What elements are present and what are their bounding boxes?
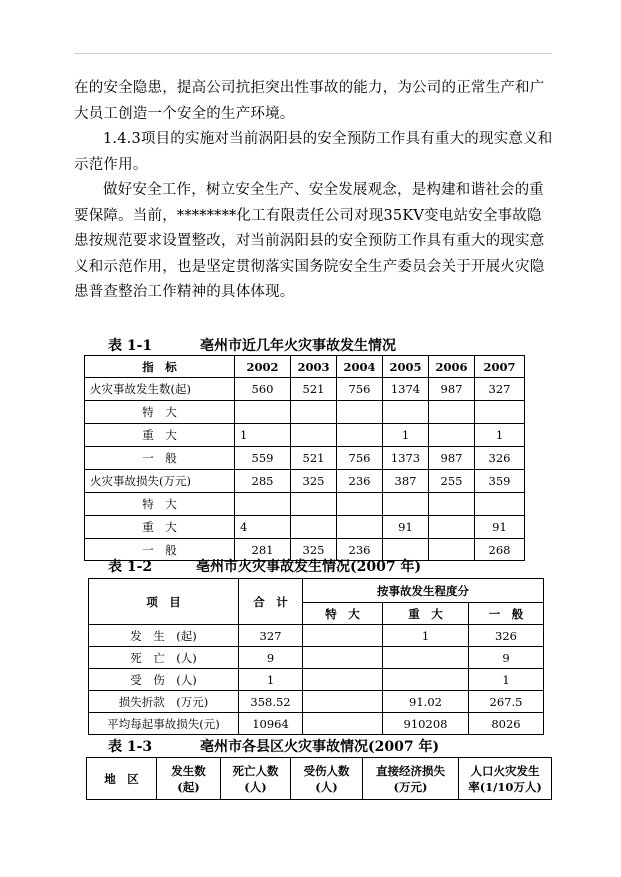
cell: 521 [291, 447, 337, 470]
row-label: 特 大 [85, 401, 235, 424]
row-label: 一 般 [85, 447, 235, 470]
table1-header-cell: 2006 [429, 356, 475, 378]
table3 [86, 757, 552, 800]
table-row [89, 713, 544, 735]
table3-header-row [87, 758, 552, 800]
cell: 387 [383, 470, 429, 493]
cell: 1 [383, 424, 429, 447]
table-row [85, 401, 525, 424]
cell [429, 424, 475, 447]
cell: 1 [383, 625, 469, 647]
table-row [89, 625, 544, 647]
cell: 756 [337, 378, 383, 401]
cell: 358.52 [239, 691, 303, 713]
cell: 4 [235, 516, 291, 539]
table1-header-row [85, 356, 525, 378]
cell: 1 [239, 669, 303, 691]
header-line-1: 受伤人数 [303, 763, 350, 778]
cell [291, 424, 337, 447]
cell: 1 [235, 424, 291, 447]
row-label: 火灾事故发生数(起) [85, 378, 235, 401]
row-label: 一 般 [85, 539, 235, 561]
cell: 91 [383, 516, 429, 539]
cell: 268 [475, 539, 525, 561]
row-label: 重 大 [85, 516, 235, 539]
table-row [89, 647, 544, 669]
cell [429, 401, 475, 424]
cell: 987 [429, 378, 475, 401]
header-line-2: (万元) [393, 779, 428, 794]
table-row [89, 691, 544, 713]
cell: 281 [235, 539, 291, 561]
cell [303, 669, 383, 691]
table1 [84, 355, 525, 561]
table2-caption [108, 556, 422, 576]
table1-caption [108, 335, 396, 355]
table2-subheader-cell: 特 大 [303, 603, 383, 625]
table-row [85, 378, 525, 401]
cell [291, 401, 337, 424]
header-line-2: (人) [315, 779, 338, 794]
table1-header-cell: 指 标 [85, 356, 235, 378]
row-label: 火灾事故损失(万元) [85, 470, 235, 493]
row-label: 特 大 [85, 493, 235, 516]
table1-header-cell: 2005 [383, 356, 429, 378]
cell [475, 493, 525, 516]
paragraph-1: 在的安全隐患，提高公司抗拒突出性事故的能力，为公司的正常生产和广大员工创造一个安全的生产环境。 [74, 80, 545, 122]
cell: 267.5 [469, 691, 544, 713]
cell: 8026 [469, 713, 544, 735]
cell: 9 [469, 647, 544, 669]
cell [383, 647, 469, 669]
header-line-1: 发生数 [171, 763, 206, 778]
table2 [88, 578, 544, 735]
cell: 560 [235, 378, 291, 401]
cell: 359 [475, 470, 525, 493]
row-label: 重 大 [85, 424, 235, 447]
cell: 236 [337, 470, 383, 493]
table3-caption-title: 亳州市各县区火灾事故情况(2007 年) [200, 739, 440, 755]
cell [337, 493, 383, 516]
cell [337, 401, 383, 424]
cell: 325 [291, 539, 337, 561]
table1-header-cell: 2003 [291, 356, 337, 378]
table1-header-cell: 2004 [337, 356, 383, 378]
cell [383, 493, 429, 516]
cell: 559 [235, 447, 291, 470]
cell: 910208 [383, 713, 469, 735]
cell [337, 424, 383, 447]
cell: 326 [475, 447, 525, 470]
cell [429, 539, 475, 561]
cell: 325 [291, 470, 337, 493]
cell: 9 [239, 647, 303, 669]
table2-subheader-cell: 一 般 [469, 603, 544, 625]
cell [383, 401, 429, 424]
table2-header-row [89, 579, 544, 603]
table3-header-cell [221, 758, 291, 800]
cell [291, 493, 337, 516]
table2-header-group: 按事故发生程度分 [303, 579, 544, 603]
row-label: 发 生 (起) [89, 625, 239, 647]
table3-header-cell [291, 758, 363, 800]
header-line-2: (起) [177, 779, 200, 794]
cell: 1 [475, 424, 525, 447]
cell [429, 493, 475, 516]
row-label: 损失折款 (万元) [89, 691, 239, 713]
cell [303, 625, 383, 647]
header-line-2: 率(1/10万人) [468, 779, 542, 794]
table1-header-cell: 2002 [235, 356, 291, 378]
header-line-1: 死亡人数 [232, 763, 279, 778]
cell [235, 401, 291, 424]
table2-header-item: 项 目 [89, 579, 239, 625]
cell: 10964 [239, 713, 303, 735]
table2-caption-title: 亳州市火灾事故发生情况(2007 年) [196, 559, 422, 575]
cell: 1 [469, 669, 544, 691]
cell [235, 493, 291, 516]
cell: 1373 [383, 447, 429, 470]
table-row [85, 516, 525, 539]
table1-caption-title: 亳州市近几年火灾事故发生情况 [200, 338, 396, 354]
header-line-1: 地 区 [104, 771, 139, 786]
cell: 327 [475, 378, 525, 401]
cell: 91.02 [383, 691, 469, 713]
header-line-2: (人) [244, 779, 267, 794]
table2-header-total: 合 计 [239, 579, 303, 625]
table2-caption-number: 表 1-2 [108, 559, 153, 575]
cell: 326 [469, 625, 544, 647]
table2-subheader-cell: 重 大 [383, 603, 469, 625]
cell: 255 [429, 470, 475, 493]
cell [429, 516, 475, 539]
cell [383, 669, 469, 691]
cell: 987 [429, 447, 475, 470]
header-line-1: 直接经济损失 [376, 763, 445, 778]
cell [303, 691, 383, 713]
header-line-1: 人口火灾发生 [470, 763, 540, 778]
header-rule [74, 53, 552, 54]
cell [291, 516, 337, 539]
cell [303, 713, 383, 735]
cell: 756 [337, 447, 383, 470]
body-text [74, 76, 554, 306]
cell: 521 [291, 378, 337, 401]
table3-header-cell [363, 758, 459, 800]
cell: 1374 [383, 378, 429, 401]
cell: 91 [475, 516, 525, 539]
row-label: 受 伤 (人) [89, 669, 239, 691]
table1-caption-number: 表 1-1 [108, 338, 153, 354]
cell [303, 647, 383, 669]
row-label: 平均每起事故损失(元) [89, 713, 239, 735]
table3-header-cell [157, 758, 221, 800]
table-row [89, 669, 544, 691]
cell: 285 [235, 470, 291, 493]
paragraph-3: 做好安全工作，树立安全生产、安全发展观念，是构建和谐社会的重要保障。当前，********化工有限责任公司对现35KV变电站安全事故隐患按规范要求设置整改，对当前涡阳县的安全预防工作具有重大的现实意义和示范作用，也是坚定贯彻落实国务院安全生产委员会关于开展火灾隐患普查整治工作精神的具体体现。 [74, 182, 545, 300]
cell [337, 516, 383, 539]
cell: 236 [337, 539, 383, 561]
table3-caption-number: 表 1-3 [108, 739, 153, 755]
table-row [85, 447, 525, 470]
table-row [85, 424, 525, 447]
row-label: 死 亡 (人) [89, 647, 239, 669]
paragraph-2: 1.4.3项目的实施对当前涡阳县的安全预防工作具有重大的现实意义和示范作用。 [74, 131, 553, 173]
table-row [85, 493, 525, 516]
table3-caption [108, 736, 440, 756]
cell: 327 [239, 625, 303, 647]
table3-header-cell [459, 758, 552, 800]
table-row [85, 470, 525, 493]
cell [475, 401, 525, 424]
table3-header-cell [87, 758, 157, 800]
table1-header-cell: 2007 [475, 356, 525, 378]
